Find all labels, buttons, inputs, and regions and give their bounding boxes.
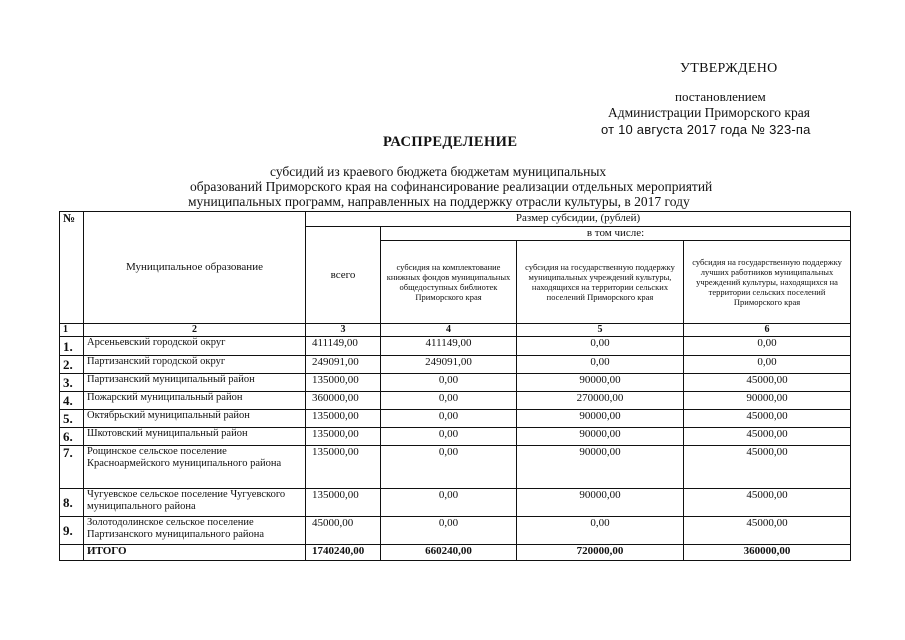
table-row xyxy=(60,374,851,392)
row-col6: 45000,00 xyxy=(684,428,851,446)
row-number: 4. xyxy=(60,392,84,410)
subtitle-line-3: муниципальных программ, направленных на поддержку отрасли культуры, в 2017 году xyxy=(188,194,690,209)
total-row-col5: 720000,00 xyxy=(517,545,684,561)
total-row-number xyxy=(60,545,84,561)
row-total: 249091,00 xyxy=(306,356,381,374)
row-number: 2. xyxy=(60,356,84,374)
header-including: в том числе: xyxy=(381,227,851,241)
row-municipality: Золотодолинское сельское поселение Партизанского муниципального района xyxy=(84,517,306,545)
column-number: 3 xyxy=(306,324,381,337)
row-col5: 90000,00 xyxy=(517,374,684,392)
row-col4: 0,00 xyxy=(381,374,517,392)
table-row xyxy=(60,410,851,428)
row-col6: 0,00 xyxy=(684,356,851,374)
row-total: 135000,00 xyxy=(306,428,381,446)
row-total: 411149,00 xyxy=(306,337,381,356)
subtitle-line-2: образований Приморского края на софинансирование реализации отдельных мероприятий xyxy=(190,179,713,194)
row-col4: 249091,00 xyxy=(381,356,517,374)
row-municipality: Чугуевское сельское поселение Чугуевского муниципального района xyxy=(84,489,306,517)
document-title: РАСПРЕДЕЛЕНИЕ xyxy=(383,134,518,150)
total-row-col6: 360000,00 xyxy=(684,545,851,561)
row-col4: 0,00 xyxy=(381,392,517,410)
total-row-col4: 660240,00 xyxy=(381,545,517,561)
table-header-row xyxy=(60,212,851,227)
row-total: 360000,00 xyxy=(306,392,381,410)
column-number: 6 xyxy=(684,324,851,337)
row-number: 8. xyxy=(60,489,84,517)
column-number: 4 xyxy=(381,324,517,337)
row-total: 45000,00 xyxy=(306,517,381,545)
table-row xyxy=(60,446,851,489)
approval-stamp-heading: УТВЕРЖДЕНО xyxy=(680,61,778,76)
header-col6: субсидия на государственную поддержку лучших работников муниципальных учреждений культуры, находящихся на территории сельских поселений Приморского края xyxy=(684,241,851,324)
row-number: 1. xyxy=(60,337,84,356)
column-number: 1 xyxy=(60,324,84,337)
row-col5: 90000,00 xyxy=(517,428,684,446)
header-municipality: Муниципальное образование xyxy=(84,212,306,324)
table-total-row xyxy=(60,545,851,561)
header-num: № xyxy=(60,212,84,324)
row-col4: 0,00 xyxy=(381,446,517,489)
row-number: 6. xyxy=(60,428,84,446)
row-col5: 0,00 xyxy=(517,337,684,356)
row-col4: 0,00 xyxy=(381,489,517,517)
row-col5: 90000,00 xyxy=(517,446,684,489)
row-col6: 45000,00 xyxy=(684,446,851,489)
subtitle-line-1: субсидий из краевого бюджета бюджетам муниципальных xyxy=(270,164,607,179)
table-row xyxy=(60,489,851,517)
row-number: 5. xyxy=(60,410,84,428)
row-col6: 90000,00 xyxy=(684,392,851,410)
row-number: 9. xyxy=(60,517,84,545)
approval-date-line: от 10 августа 2017 года № 323-па xyxy=(601,122,811,137)
header-col4: субсидия на комплектование книжных фондов муниципальных общедоступных библиотек Приморского края xyxy=(381,241,517,324)
row-municipality: Шкотовский муниципальный район xyxy=(84,428,306,446)
row-col5: 270000,00 xyxy=(517,392,684,410)
header-total: всего xyxy=(306,227,381,324)
header-subsidy-size: Размер субсидии, (рублей) xyxy=(306,212,851,227)
row-col6: 45000,00 xyxy=(684,410,851,428)
table-row xyxy=(60,392,851,410)
table-row xyxy=(60,517,851,545)
row-number: 3. xyxy=(60,374,84,392)
row-municipality: Рощинское сельское поселение Красноармейского муниципального района xyxy=(84,446,306,489)
row-total: 135000,00 xyxy=(306,374,381,392)
row-col4: 411149,00 xyxy=(381,337,517,356)
row-total: 135000,00 xyxy=(306,446,381,489)
approval-by-decree: постановлением xyxy=(675,89,766,104)
row-col5: 90000,00 xyxy=(517,489,684,517)
table-row xyxy=(60,428,851,446)
row-col6: 45000,00 xyxy=(684,374,851,392)
row-total: 135000,00 xyxy=(306,489,381,517)
row-col5: 0,00 xyxy=(517,517,684,545)
table-row xyxy=(60,337,851,356)
row-col4: 0,00 xyxy=(381,410,517,428)
column-number: 2 xyxy=(84,324,306,337)
row-total: 135000,00 xyxy=(306,410,381,428)
row-number: 7. xyxy=(60,446,84,489)
total-row-label: ИТОГО xyxy=(84,545,306,561)
table-row xyxy=(60,356,851,374)
column-number-row xyxy=(60,324,851,337)
row-col6: 0,00 xyxy=(684,337,851,356)
row-col5: 90000,00 xyxy=(517,410,684,428)
row-municipality: Партизанский городской округ xyxy=(84,356,306,374)
row-municipality: Партизанский муниципальный район xyxy=(84,374,306,392)
approval-administration: Администрации Приморского края xyxy=(608,105,810,120)
total-row-total: 1740240,00 xyxy=(306,545,381,561)
row-municipality: Арсеньевский городской округ xyxy=(84,337,306,356)
row-municipality: Пожарский муниципальный район xyxy=(84,392,306,410)
row-col4: 0,00 xyxy=(381,517,517,545)
row-col6: 45000,00 xyxy=(684,517,851,545)
header-col5: субсидия на государственную поддержку муниципальных учреждений культуры, находящихся на территории сельских поселений Приморского края xyxy=(517,241,684,324)
row-col4: 0,00 xyxy=(381,428,517,446)
row-municipality: Октябрьский муниципальный район xyxy=(84,410,306,428)
column-number: 5 xyxy=(517,324,684,337)
row-col6: 45000,00 xyxy=(684,489,851,517)
row-col5: 0,00 xyxy=(517,356,684,374)
distribution-table xyxy=(59,211,851,561)
